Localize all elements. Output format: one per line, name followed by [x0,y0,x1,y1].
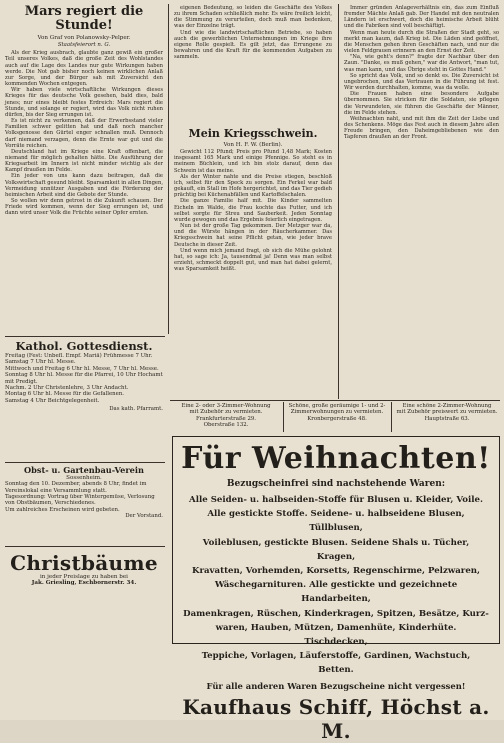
article-mars-continuation [174,5,332,123]
paragraph: Und wenn mich jemand fragt, ob sich die Mühe gelohnt hat, so sage ich: Ja, tausendmal ja! Denn was man selbst erzieht, schmeckt doppelt gut, und man hat dabei gelernt, was Sparsamkeit heißt. [174,247,332,273]
paragraph: Deutschland hat im Kriege eine Kraft offenbart, die niemand für möglich gehalten hätte. Die Ausführung der Kriegsarbeit im Innern ist nicht minder wichtig als der Kampf draußen im Felde. [5,148,163,174]
kath-gottesdienst-notice [5,340,163,458]
classified-ad [172,403,280,428]
ad-body-line: Alle Seiden- u. halbseiden-Stoffe für Blusen u. Kleider, Voile. [189,495,483,505]
paragraph: Als der Krieg ausbrach, glaubte ganz gewiß ein großer Teil unseres Volkes, daß die große Zeit des Wohlstandes auch auf die Lage des Landes nur gute Wirkungen haben werde. Die Not gab bisher noch keinen wirklichen Anlaß zur Sorge, und der Bürger sah mit Zuversicht den kommenden Wochen entgegen. [5,50,163,88]
paragraph: Wenn man heute durch die Straßen der Stadt geht, so merkt man kaum, daß Krieg ist. Die Läden sind geöffnet, die Menschen gehen ihren Geschäften nach, und nur die vielen Feldgrauen erinnern an den Ernst der Zeit. [344,29,499,55]
column-rule [338,4,339,399]
paragraph: Es ist nicht zu verkennen, daß der Erwerbsstand vieler Familien schwer gelitten hat und daß noch mancher Volksgenosse den Gürtel enger schnallen muß. Dennoch darf niemand verzagen, denn die Ernte war gut und die Vorräte reichen. [5,118,163,149]
ad-body-line: Wäschegarnituren. Alle gestickte und gezeichnete Handarbeiten, [214,580,458,605]
christbaeume-notice [5,552,163,612]
ad-body-line: waren, Hauben, Mützen, Damenhüte, Kinderhüte. Tischdecken, [215,622,457,648]
classified-line: Zimmerwohnungen zu vermieten. [290,409,384,416]
paragraph: eigenen Bedeutung, so leiden die Geschäfte des Volkes zu ihrem Schaden schließlich mehr. Es wäre freilich leicht, die Stimmung zu verurteilen, doch muß man bedenken, was der Einzelne trägt. [174,5,332,30]
obst-line: Um zahlreiches Erscheinen wird gebeten. [5,506,120,513]
classified-line: Eine 2- oder 3-Zimmer-Wohnung [181,403,271,409]
column-rule [391,402,392,432]
kath-line: Mittwoch und Freitag 6 Uhr hl. Messe, 7 Uhr hl. Messe. [5,365,159,372]
ad-body [183,493,489,678]
christ-line: in jeder Preislage zu haben bei [40,574,128,580]
paragraph: So spricht das Volk, und so denkt es. Die Zuversicht ist ungebrochen, und das Vertrauen in die Führung ist fest. Wir werden durchhalten, komme, was da wolle. [344,72,499,92]
paragraph: Ein jeder von uns kann dazu beitragen, daß die Volkswirtschaft gesund bleibt. Sparsamkeit in allen Dingen, Vermeidung unnützer Ausgaben und die Förderung der heimischen Arbeit sind die Gebote der Stunde. [5,173,163,198]
ad-body-line: Damenkragen, Rüschen, Kinderkragen, Spitzen, Besätze, Kurz- [183,608,489,619]
article-schwein-title: Mein Kriegsschwein. [188,127,318,140]
section-rule [5,336,165,337]
paragraph: Nun ist der große Tag gekommen. Der Metzger war da, und die Würste hängen in der Räucherkammer. Das Kriegsschwein hat seine Pflicht getan, wie jeder brave Deutsche in dieser Zeit. [174,223,332,248]
obst-verein-notice [5,466,163,546]
section-rule [5,546,165,547]
paragraph: Wir haben viele wirtschaftliche Wirkungen dieses Krieges für das deutsche Volk gesehen, bald dies, bald jenes; nur eines bleibt festes Erdreich: Mars regiert die Stunde, und solange er regiert, wird das Volk nicht ruhen dürfen, bis der Sieg errungen ist. [5,87,163,118]
classified-line: Eine schöne 2-Zimmer-Wohnung [402,403,492,409]
column-rule [283,402,284,432]
ad-company: Kaufhaus Schiff, Höchst a. M. [182,694,490,743]
article-mars-title: Mars regiert die Stunde! [24,4,144,33]
obst-subtitle: Sossenheim. [66,475,102,481]
column-rule [168,4,169,334]
classified-ad [286,403,388,422]
kath-signature: Das kath. Pfarramt. [109,406,163,413]
paragraph: Als der Winter nahte und die Preise stiegen, beschloß ich, selbst für den Speck zu sorgen. Ein Ferkel war bald gekauft, ein Stall im Hofe hergerichtet, und das Tier gedieh prächtig bei Küchenabfällen und Kartoffelschalen. [174,173,332,199]
christ-line: Jak. Griesling, Eschbornerstr. 34. [31,580,137,587]
section-rule [170,400,500,401]
classified-ad [394,403,500,422]
christ-title: Christbäume [10,551,158,575]
kath-title: Kathol. Gottesdienst. [15,339,153,353]
classified-line: Oberstraße 132. [203,421,249,428]
paragraph: Gewicht 112 Pfund; Preis pro Pfund 1,48 Mark; Kosten insgesamt 165 Mark und einige Pfennige. So steht es in meinem Büchlein, und ich bin stolz darauf, denn das Schwein ist das meine. [174,149,332,174]
kath-line: Samstag 7 Uhr hl. Messe. [5,359,76,366]
kath-line: Sonntag 8 Uhr hl. Messe für die Pfarrei, 10 Uhr Hochamt mit Predigt. [5,372,163,385]
article-mars-byline: Von Graf von Polanowsky-Pelper. [37,35,131,41]
paragraph: Die Frauen haben eine besondere Aufgabe übernommen. Sie stricken für die Soldaten, sie pflegen die Verwundeten, sie führen die Geschäfte der Männer, die im Felde stehen. [344,91,499,116]
weihnachten-advertisement [172,436,500,743]
article-schwein-byline: Von H. F. W. (Berlin). [223,142,283,148]
paragraph: So wollen wir denn getrost in die Zukunft schauen. Der Friede wird kommen, wenn der Sieg errungen ist, und dann wird unser Volk die Früchte seiner Opfer ernten. [5,198,163,217]
classified-line: mit Zubehör preiswert zu vermieten. [396,409,498,416]
article-mars-place: Staatsfeierort n. G. [57,42,111,49]
classified-line: Schöne, große geräumige 1- und 2- [288,403,386,409]
ad-body-line: Voileblusen, gestickte Blusen. Seidene Shals u. Tücher, Kragen, [202,537,470,562]
kath-line: Samstag 4 Uhr Beichtgelegenheit. [5,397,100,404]
paragraph: Weihnachten naht, und mit ihm die Zeit der Liebe und des Schenkens. Möge das Fest auch in diesem Jahre allen Freude bringen, den Daheimgebliebenen wie den Tapferen draußen an der Front. [344,115,499,141]
obst-signature: Der Vorstand. [125,513,163,520]
paragraph: Die ganze Familie half mit. Die Kinder sammelten Eicheln im Walde, die Frau kochte das Futter, und ich selbst sorgte für Streu und Sauberkeit. Jeden Sonntag wurde gewogen und das Ergebnis feierlich eingetragen. [174,198,332,223]
column-three-text [344,5,499,397]
paragraph: "Na, wie geht's denn?" fragte der Nachbar über den Zaun. "Danke, es muß gehen," war die Antwort, "man tut, was man kann, und das Übrige steht in Gottes Hand." [344,54,499,73]
ad-body-line: Alle gestickte Stoffe. Seidene- u. halbseidene Blusen, Tüllblusen, [207,509,465,534]
article-schwein [174,124,332,394]
ad-body-line: Teppiche, Vorlagen, Läuferstoffe, Gardinen, Wachstuch, Betten. [201,651,471,676]
classified-line: Hauptstraße 63. [424,415,470,422]
classified-line: Frankfurterstraße 29. [195,415,257,422]
classified-line: mit Zubehör zu vermieten. [189,409,263,416]
ad-footer: Für alle anderen Waren Bezugscheine nicht vergessen! [206,680,466,691]
ad-title: Für Weihnachten! [181,441,491,476]
ad-body-line: Kravatten, Vorhemden, Korsetts, Regenschirme, Pelzwaren, [191,566,481,577]
paragraph: Immer gründen Anlageverhältnis ein, das zum Einfluß fremder Mächte Anlaß gab. Der Handel mit den neutralen Ländern ist erschwert, doch die heimische Arbeit blüht und die Fabriken sind voll beschäftigt. [344,5,499,30]
paragraph: Und wie die landwirtschaftlichen Betriebe, so haben auch die gewerblichen Unternehmungen im Kriege ihre eigene Rolle gespielt. Es gilt jetzt, das Errungene zu bewahren und die Kraft für die kommenden Aufgaben zu sammeln. [174,29,332,61]
kath-line: Nachm. 2 Uhr Christenlehre, 3 Uhr Andacht. [5,385,129,392]
article-mars [5,5,163,330]
section-rule [5,462,165,463]
obst-line: Sonntag den 10. Dezember, abends 8 Uhr, findet im Vereinslokal eine Versammlung statt. [5,481,147,494]
obst-title: Obst- u. Gartenbau-Verein [24,465,144,475]
kath-line: Montag 6 Uhr hl. Messe für die Gefallenen. [5,391,125,398]
kath-line: Freitag (Fest: Unbefl. Empf. Mariä) Frühmesse 7 Uhr. [5,353,153,359]
ad-subtitle: Bezugscheinfrei sind nachstehende Waren: [226,479,446,489]
obst-line: Tagesordnung: Vortrag über Wintergemüse, Verlosung von Obstbäumen, Verschiedenes. [5,494,155,507]
classified-line: Kronbergerstraße 48. [307,415,367,422]
